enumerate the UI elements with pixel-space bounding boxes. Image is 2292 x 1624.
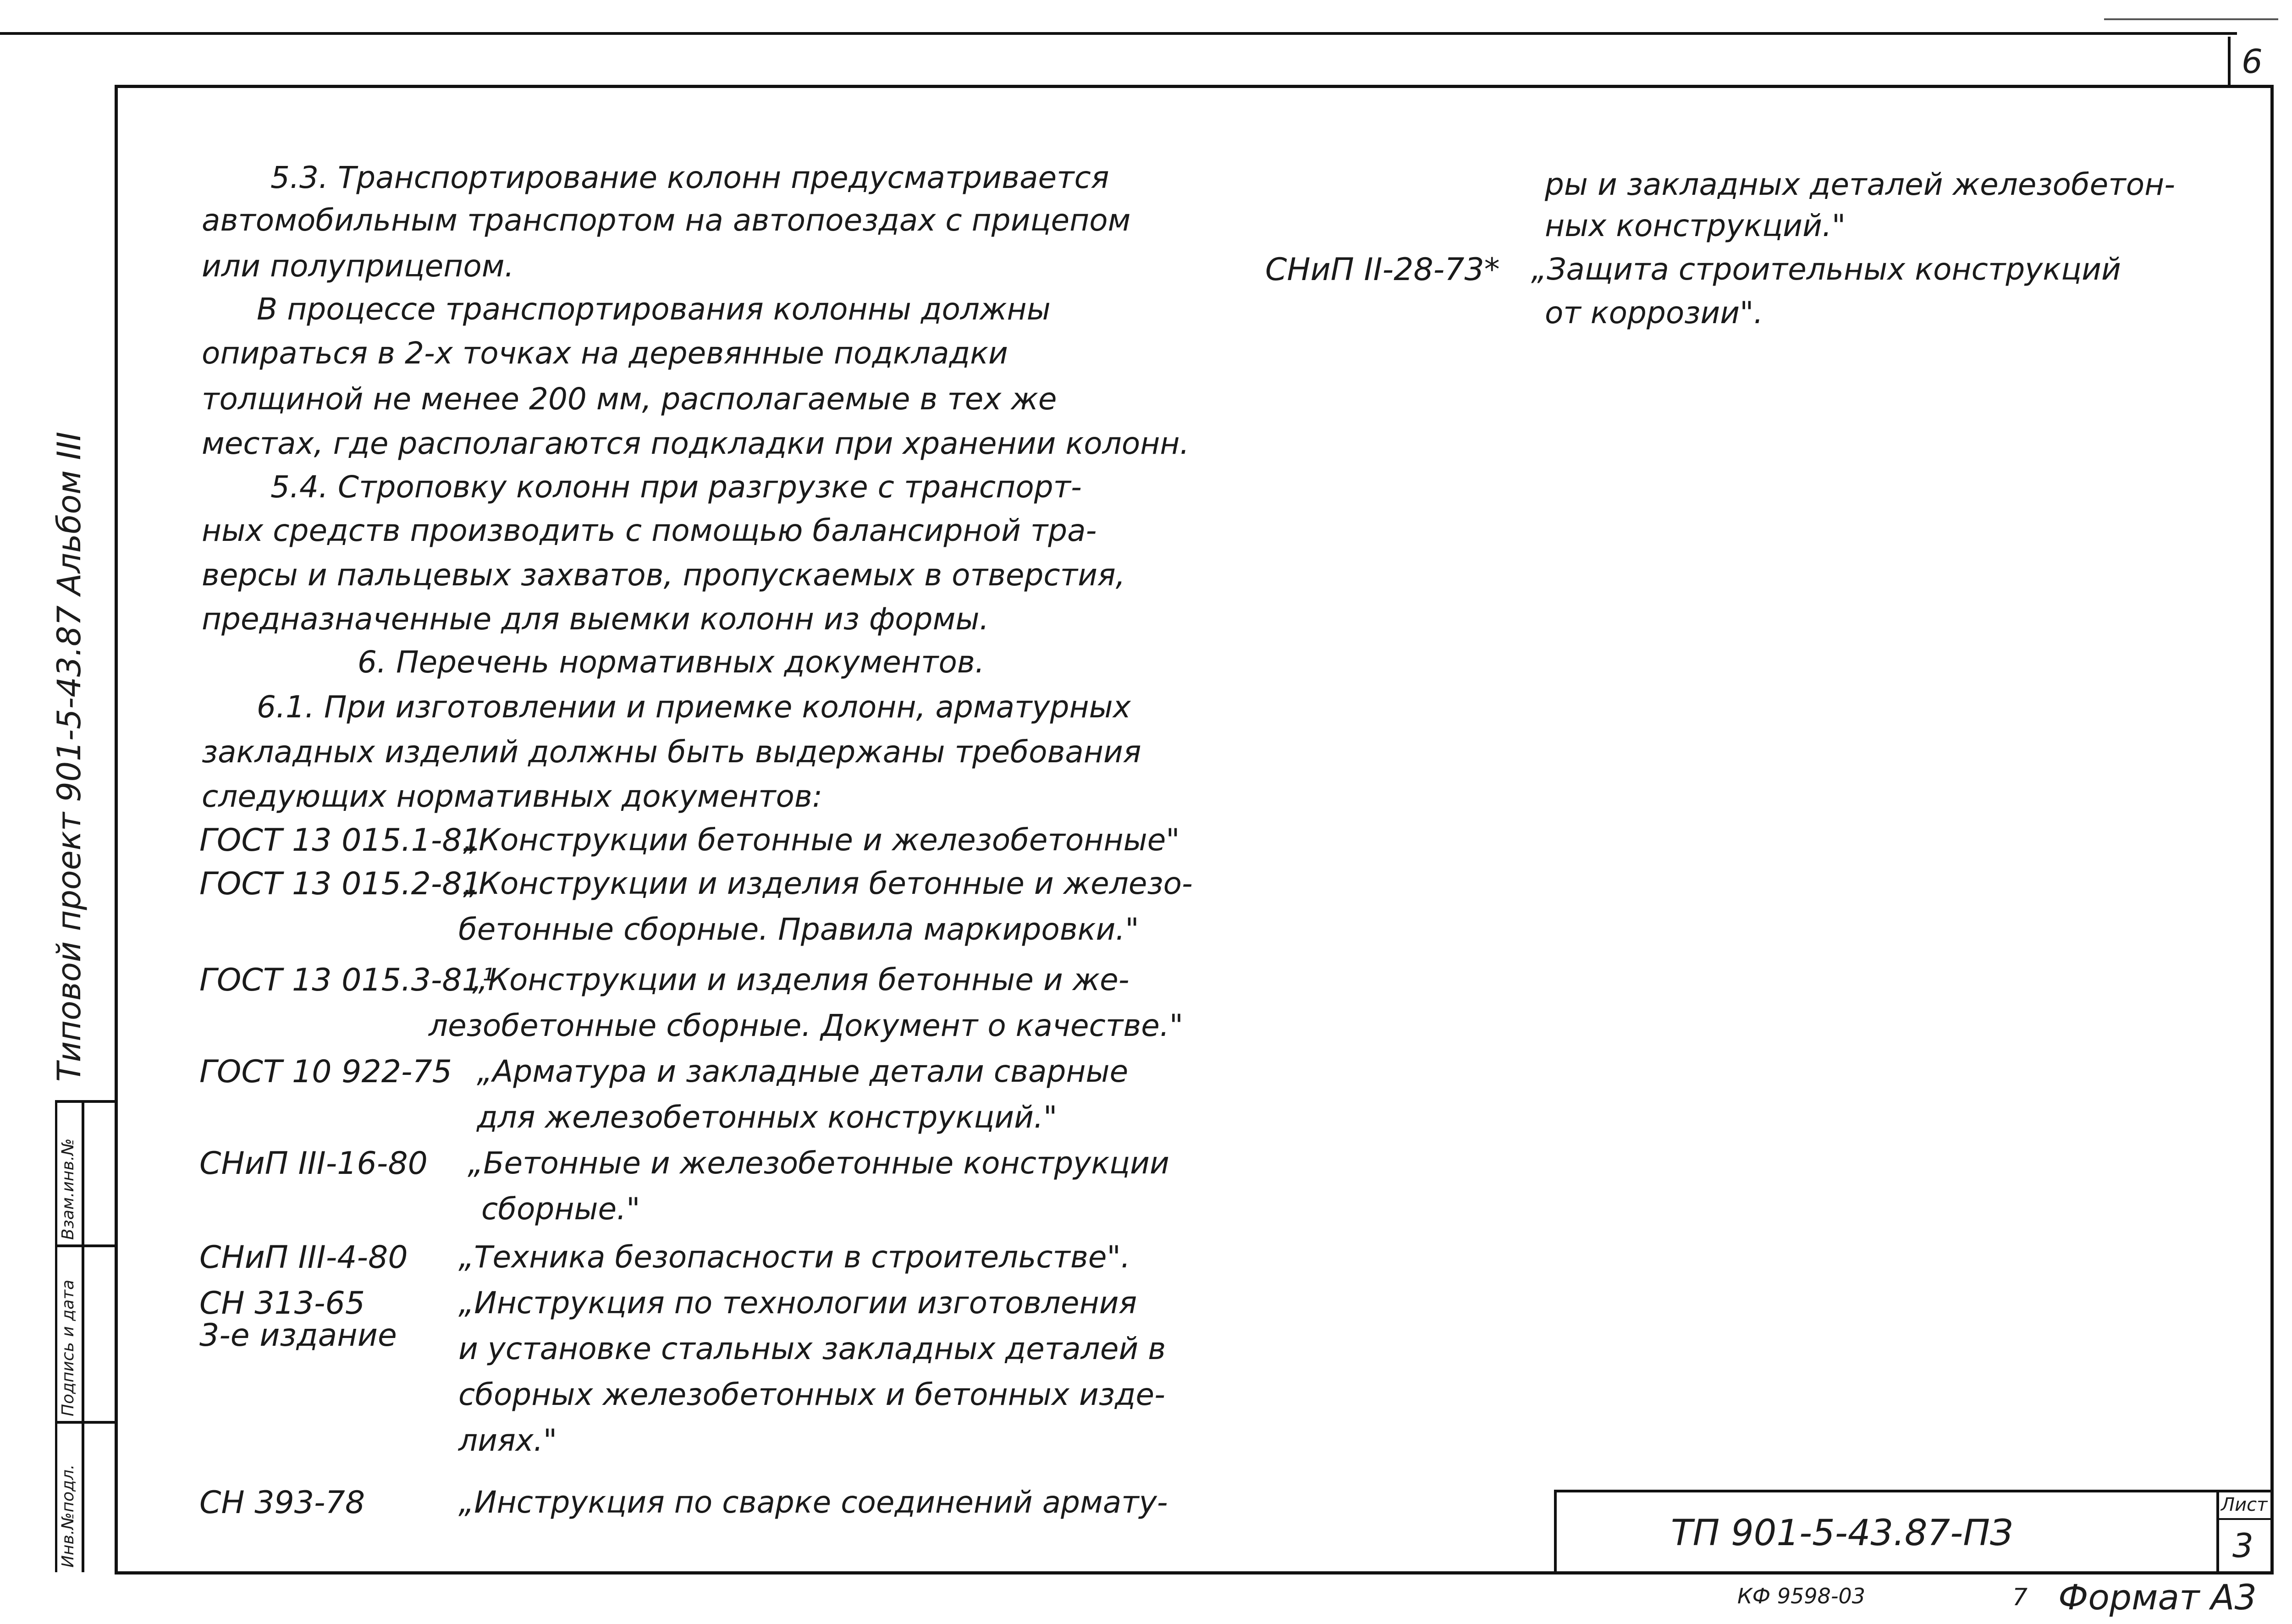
footer-kf: КФ 9598-03 bbox=[1737, 1584, 1866, 1608]
doc-text-gost-13015-3-line-1: „Конструкции и изделия бетонные и же- bbox=[472, 962, 1129, 997]
doc-text-snip-ii-28-line-2: от коррозии". bbox=[1545, 295, 1763, 330]
doc-text-sn-313-line-1: „Инструкция по технологии изготовления bbox=[458, 1285, 1137, 1321]
doc-text-gost-13015-3-line-2: лезобетонные сборные. Документ о качестве." bbox=[429, 1008, 1184, 1043]
side-cell-inventory: Инв.№подл. bbox=[59, 1464, 77, 1568]
doc-text-sn-313-line-4: лиях." bbox=[458, 1423, 557, 1458]
title-block-sheet-label-rule bbox=[2216, 1518, 2274, 1520]
doc-code-gost-10922: ГОСТ 10 922-75 bbox=[199, 1054, 452, 1090]
top-dash-rule bbox=[2104, 18, 2278, 20]
para-5-4-line-1: 5.4. Строповку колонн при разгрузке с транспорт- bbox=[270, 469, 1082, 505]
para-5-3-line-1: 5.3. Транспортирование колонн предусматривается bbox=[270, 160, 1109, 195]
para-transport-line-2: опираться в 2-х точках на деревянные подкладки bbox=[202, 336, 1008, 371]
doc-text-gost-10922-line-1: „Арматура и закладные детали сварные bbox=[477, 1054, 1129, 1089]
doc-code-gost-13015-3: ГОСТ 13 015.3-81¹ bbox=[199, 962, 495, 998]
doc-code-snip-iii-4: СНиП III-4-80 bbox=[199, 1239, 408, 1276]
footer-copy: 7 bbox=[2012, 1584, 2028, 1611]
doc-text-snip-iii-4: „Техника безопасности в строительстве". bbox=[458, 1239, 1130, 1275]
doc-code-snip-ii-28: СНиП II-28-73* bbox=[1265, 252, 1500, 288]
para-6-1-line-2: закладных изделий должны быть выдержаны требования bbox=[202, 734, 1141, 770]
doc-text-gost-13015-2-line-2: бетонные сборные. Правила маркировки." bbox=[458, 912, 1139, 947]
doc-text-snip-ii-28-line-1: „Защита строительных конструкций bbox=[1531, 252, 2121, 287]
document-code: ТП 901-5-43.87-ПЗ bbox=[1671, 1513, 2013, 1554]
side-stamp-line-1 bbox=[55, 1100, 116, 1103]
side-cell-replacement: Взам.инв.№ bbox=[59, 1138, 77, 1240]
side-title: Типовой проект 901-5-43.87 Альбом III bbox=[50, 431, 88, 1082]
side-cell-signature: Подпись и дата bbox=[59, 1279, 77, 1416]
sheet-number: 3 bbox=[2232, 1526, 2253, 1565]
para-transport-line-4: местах, где располагаются подкладки при хранении колонн. bbox=[202, 426, 1190, 461]
doc-code-sn-313-edition: 3-е издание bbox=[199, 1317, 397, 1354]
top-rule bbox=[0, 32, 2237, 35]
doc-text-snip-iii-16-line-2: сборные." bbox=[481, 1191, 640, 1227]
para-transport-line-3: толщиной не менее 200 мм, располагаемые в тех же bbox=[202, 381, 1057, 417]
para-5-3-line-2: автомобильным транспортом на автопоездах с прицепом bbox=[202, 203, 1131, 238]
doc-code-sn-393: СН 393-78 bbox=[199, 1485, 365, 1521]
side-stamp-left-edge bbox=[55, 1100, 57, 1572]
right-continuation-line-1: ры и закладных деталей железобетон- bbox=[1545, 167, 2176, 202]
page-number-box-left bbox=[2228, 37, 2231, 87]
doc-text-sn-313-line-2: и установке стальных закладных деталей в bbox=[458, 1331, 1166, 1366]
doc-text-gost-10922-line-2: для железобетонных конструкций." bbox=[477, 1100, 1058, 1135]
doc-text-sn-393: „Инструкция по сварке соединений армату- bbox=[458, 1485, 1168, 1520]
para-5-4-line-2: ных средств производить с помощью балансирной тра- bbox=[202, 513, 1097, 548]
section-6-heading: 6. Перечень нормативных документов. bbox=[358, 644, 985, 680]
para-6-1-line-3: следующих нормативных документов: bbox=[202, 779, 823, 814]
sheet-label: Лист bbox=[2221, 1494, 2268, 1515]
title-block-left bbox=[1554, 1490, 1557, 1574]
para-6-1-line-1: 6.1. При изготовлении и приемке колонн, арматурных bbox=[257, 689, 1131, 725]
doc-code-gost-13015-1: ГОСТ 13 015.1-81 bbox=[199, 822, 482, 859]
doc-text-snip-iii-16-line-1: „Бетонные и железобетонные конструкции bbox=[468, 1145, 1169, 1181]
para-transport-line-1: В процессе транспортирования колонны должны bbox=[257, 292, 1051, 327]
right-continuation-line-2: ных конструкций." bbox=[1545, 208, 1846, 243]
side-stamp-line-3 bbox=[55, 1421, 116, 1424]
doc-text-gost-13015-1: „Конструкции бетонные и железобетонные" bbox=[463, 822, 1180, 858]
para-5-4-line-3: версы и пальцевых захватов, пропускаемых в отверстия, bbox=[202, 557, 1125, 593]
doc-code-snip-iii-16: СНиП III-16-80 bbox=[199, 1145, 428, 1182]
footer-format: Формат А3 bbox=[2058, 1577, 2257, 1618]
title-block-top bbox=[1554, 1490, 2274, 1492]
doc-text-gost-13015-2-line-1: „Конструкции и изделия бетонные и железо- bbox=[463, 866, 1193, 901]
doc-code-gost-13015-2: ГОСТ 13 015.2-81 bbox=[199, 866, 482, 902]
side-stamp-line-2 bbox=[55, 1244, 116, 1247]
page-number: 6 bbox=[2242, 42, 2263, 81]
para-5-4-line-4: предназначенные для выемки колонн из формы. bbox=[202, 601, 989, 637]
doc-text-sn-313-line-3: сборных железобетонных и бетонных изде- bbox=[458, 1377, 1165, 1412]
side-stamp-divider bbox=[82, 1100, 84, 1572]
para-5-3-line-3: или полуприцепом. bbox=[202, 248, 514, 284]
doc-code-sn-313: СН 313-65 bbox=[199, 1285, 365, 1321]
title-block-sheet-divider bbox=[2216, 1490, 2219, 1574]
